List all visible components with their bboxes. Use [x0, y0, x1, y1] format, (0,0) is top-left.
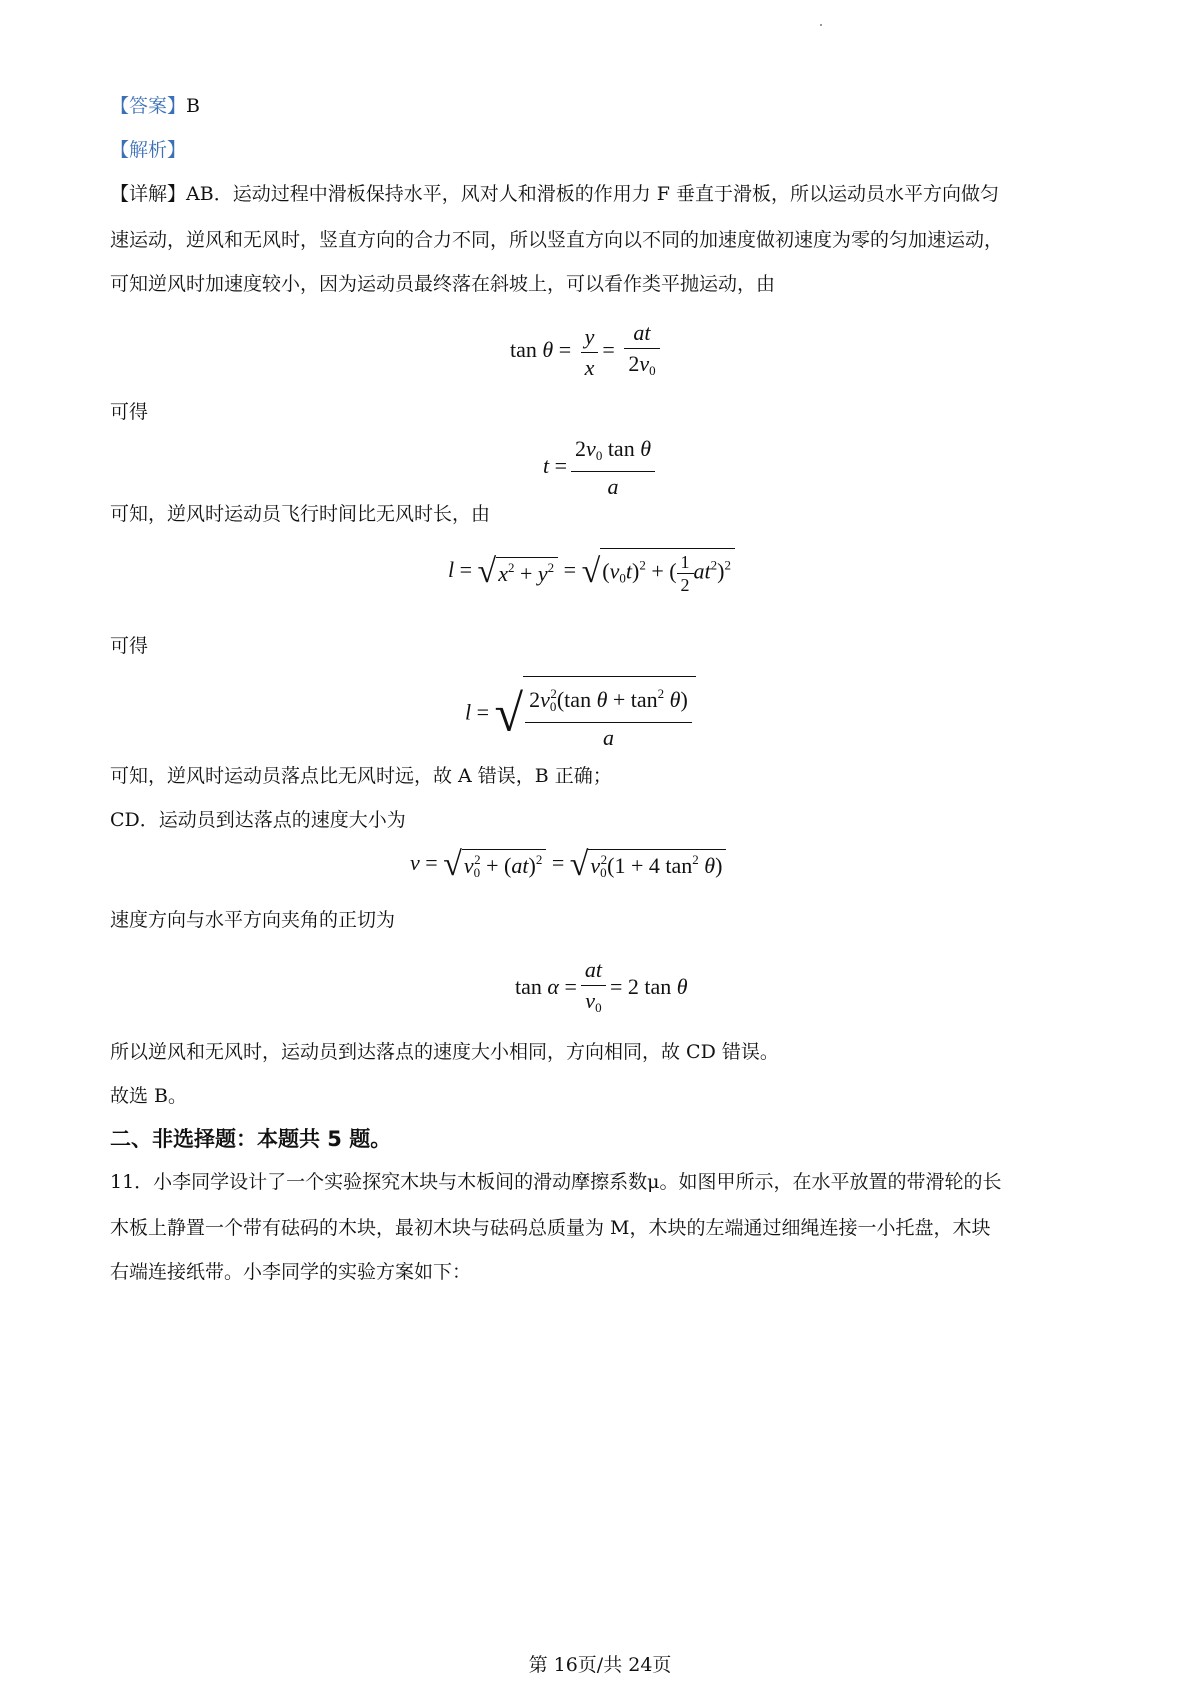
detail-text-1: AB．运动过程中滑板保持水平，风对人和滑板的作用力 F 垂直于滑板，所以运动员水平方向做匀	[186, 183, 999, 205]
text-conclusion: 所以逆风和无风时，运动员到达落点的速度大小相同，方向相同，故 CD 错误。	[110, 1041, 779, 1063]
detail-tag: 【详解】	[110, 183, 187, 205]
detail-line-3: 可知逆风时加速度较小，因为运动员最终落在斜坡上，可以看作类平抛运动，由	[110, 273, 776, 295]
answer-line	[110, 92, 200, 120]
analysis-tag: 【解析】	[110, 139, 187, 161]
text-cd: CD．运动员到达落点的速度大小为	[110, 809, 406, 831]
text-choose: 故选 B。	[110, 1085, 188, 1107]
text-kezhi-1: 可知，逆风时运动员飞行时间比无风时长，由	[110, 503, 491, 525]
page-footer: 第 16页/共 24页	[528, 1654, 672, 1676]
section-heading: 二、非选择题：本题共 5 题。	[110, 1127, 392, 1151]
question-11-line-2: 木板上静置一个带有砝码的木块，最初木块与砝码总质量为 M，木块的左端通过细绳连接一小托盘，木块	[110, 1217, 991, 1239]
detail-line-2: 速运动，逆风和无风时，竖直方向的合力不同，所以竖直方向以不同的加速度做初速度为零的匀加速运动，	[110, 229, 1004, 251]
formula-tan-theta: tan θ = $\frac{y}{x}$ = $\frac{at}{2v_0}$	[510, 318, 664, 386]
text-kezhi-2: 可知，逆风时运动员落点比无风时远，故 A 错误，B 正确；	[110, 765, 612, 787]
text-direction: 速度方向与水平方向夹角的正切为	[110, 909, 396, 931]
answer-tag: 【答案】	[110, 95, 187, 117]
formula-l: $l = √x^2 + y^2 = √(v_0t)^2$ + ( $\frac{1}{2}$ $at^2)^2$	[448, 548, 735, 596]
answer-value: B	[186, 95, 200, 117]
detail-line-1	[110, 180, 999, 208]
scan-dot	[820, 24, 822, 26]
text-kede-1: 可得	[110, 401, 149, 423]
formula-l-result: l = √ $\frac{2v_0^2(\tan \theta + \tan^2 \theta)}{a}$	[465, 676, 696, 753]
formula-v: $v = √v_0^2 + (at)^2 = √v_0^2(1 + 4$ $\tan^2 \theta$)	[410, 848, 726, 882]
text-kede-2: 可得	[110, 635, 149, 657]
question-11-line-3: 右端连接纸带。小李同学的实验方案如下：	[110, 1261, 472, 1283]
formula-t: t = $\frac{2v_0 \tan \theta}{a}$	[543, 434, 659, 502]
formula-tan-alpha: tan α = $\frac{at}{v_0}$ = 2 tan θ	[515, 957, 688, 1015]
question-11-line-1: 11．小李同学设计了一个实验探究木块与木板间的滑动摩擦系数μ。如图甲所示，在水平放置的带滑轮的长	[110, 1171, 1002, 1193]
